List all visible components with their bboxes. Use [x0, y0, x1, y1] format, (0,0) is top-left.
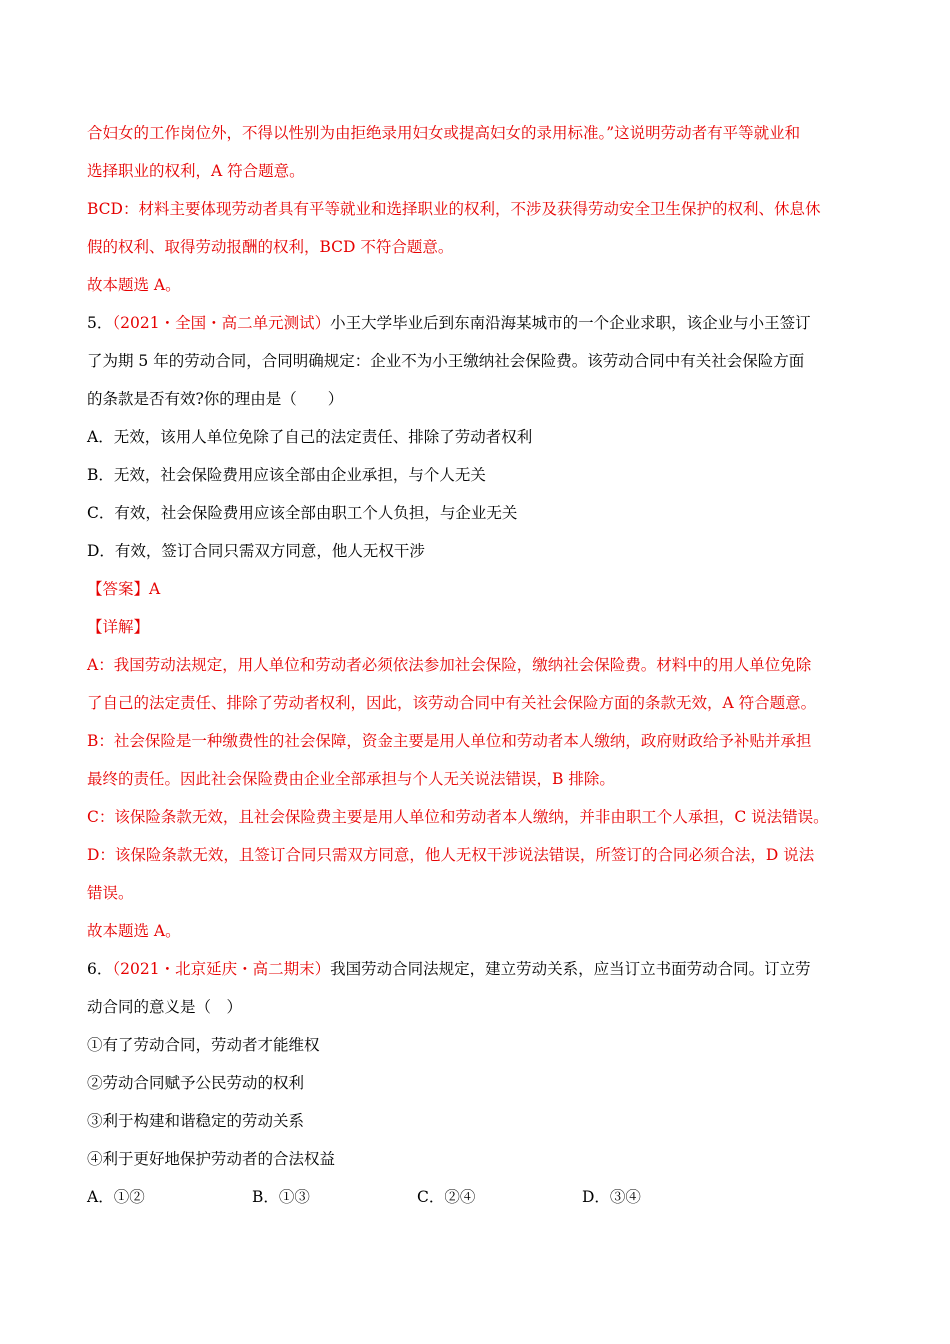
detail-line: A：我国劳动法规定，用人单位和劳动者必须依法参加社会保险，缴纳社会保险费。材料中的用人单位免除 [87, 656, 812, 674]
statement-item-3: ③利于构建和谐稳定的劳动关系 [87, 1112, 305, 1130]
explanation-line: BCD：材料主要体现劳动者具有平等就业和选择职业的权利，不涉及获得劳动安全卫生保护的权利、休息休 [87, 200, 821, 218]
question-6-stem-line-2: 动合同的意义是（ ） [87, 998, 243, 1016]
explanation-line: 假的权利、取得劳动报酬的权利，BCD 不符合题意。 [87, 238, 454, 256]
question-source: （2021・全国・高二单元测试） [112, 314, 331, 332]
question-5-option-a: A．无效，该用人单位免除了自己的法定责任、排除了劳动者权利 [87, 428, 533, 446]
question-number: 5． [87, 314, 113, 332]
question-stem-text: 小王大学毕业后到东南沿海某城市的一个企业求职，该企业与小王签订 [330, 314, 811, 332]
detail-line: 最终的责任。因此社会保险费由企业全部承担与个人无关说法错误，B 排除。 [87, 770, 615, 788]
question-6-stem-line-1 [87, 959, 811, 979]
detail-line: 了自己的法定责任、排除了劳动者权利，因此，该劳动合同中有关社会保险方面的条款无效，A 符合题意。 [87, 694, 817, 712]
statement-item-1: ①有了劳动合同，劳动者才能维权 [87, 1036, 320, 1054]
detail-label: 【详解】 [87, 618, 150, 636]
question-6-option-c: C．②④ [417, 1188, 476, 1206]
explanation-line: 选择职业的权利，A 符合题意。 [87, 162, 305, 180]
statement-item-4: ④利于更好地保护劳动者的合法权益 [87, 1150, 336, 1168]
statement-item-2: ②劳动合同赋予公民劳动的权利 [87, 1074, 305, 1092]
conclusion-line: 故本题选 A。 [87, 922, 181, 940]
answer-value: A [149, 580, 161, 598]
detail-line: B：社会保险是一种缴费性的社会保障，资金主要是用人单位和劳动者本人缴纳，政府财政给予补贴并承担 [87, 732, 812, 750]
question-5-stem-line-1 [87, 313, 811, 333]
conclusion-line: 故本题选 A。 [87, 276, 181, 294]
detail-line: 错误。 [87, 884, 134, 902]
question-stem-text: 我国劳动合同法规定，建立劳动关系，应当订立书面劳动合同。订立劳 [330, 960, 811, 978]
question-6-option-d: D．③④ [582, 1188, 641, 1206]
question-source: （2021・北京延庆・高二期末） [112, 960, 331, 978]
explanation-line: 合妇女的工作岗位外，不得以性别为由拒绝录用妇女或提高妇女的录用标准。”这说明劳动者有平等就业和 [87, 124, 801, 142]
question-number: 6． [87, 960, 113, 978]
question-6-option-a: A．①② [87, 1188, 145, 1206]
detail-line: C：该保险条款无效，且社会保险费主要是用人单位和劳动者本人缴纳，并非由职工个人承担，C 说法错误。 [87, 808, 829, 826]
answer-line [87, 579, 160, 599]
question-5-option-b: B．无效，社会保险费用应该全部由企业承担，与个人无关 [87, 466, 486, 484]
question-5-stem-line-2: 了为期 5 年的劳动合同，合同明确规定：企业不为小王缴纳社会保险费。该劳动合同中有关社会保险方面 [87, 352, 805, 370]
answer-label: 【答案】 [87, 580, 150, 598]
question-5-stem-line-3: 的条款是否有效?你的理由是（ ） [87, 390, 344, 408]
detail-line: D：该保险条款无效，且签订合同只需双方同意，他人无权干涉说法错误，所签订的合同必须合法，D 说法 [87, 846, 815, 864]
question-5-option-c: C．有效，社会保险费用应该全部由职工个人负担，与企业无关 [87, 504, 518, 522]
question-6-option-b: B．①③ [252, 1188, 310, 1206]
question-5-option-d: D．有效，签订合同只需双方同意，他人无权干涉 [87, 542, 425, 560]
